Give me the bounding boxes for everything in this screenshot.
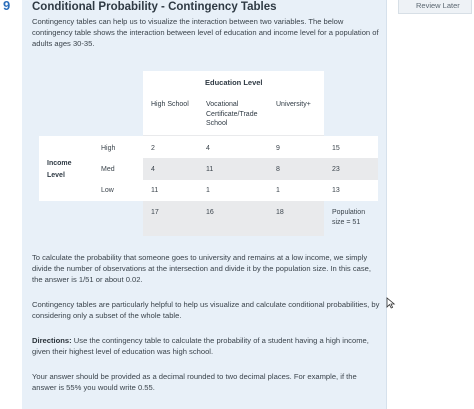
- row-label-high: High: [101, 145, 116, 152]
- review-later-button[interactable]: [398, 0, 472, 14]
- row-total: 23: [332, 166, 340, 173]
- intro-text: Contingency tables can help us to visualize the interaction between two variables. The below contingency table shows the interaction between level of education and income level for a population of adults ages 30-35.: [32, 17, 379, 48]
- col-header-university: University+: [276, 101, 311, 108]
- row-label-low: Low: [101, 187, 114, 194]
- totals-row-shade: [143, 201, 324, 236]
- directions-label: Directions:: [32, 336, 72, 345]
- table-cell: 1: [276, 187, 280, 194]
- income-level-heading: Income Level: [47, 160, 72, 179]
- column-total: 16: [206, 209, 214, 216]
- table-cell: 11: [151, 187, 159, 194]
- directions-body: Use the contingency table to calculate the probability of a student having a high income, given their highest level of education was high school.: [32, 336, 369, 356]
- directions-text: [32, 335, 380, 357]
- row-total: 15: [332, 145, 340, 152]
- table-cell: 4: [151, 166, 155, 173]
- row-med-shade: [143, 158, 378, 180]
- question-number: 9: [3, 0, 11, 13]
- column-total: 18: [276, 209, 284, 216]
- question-title: Conditional Probability - Contingency Tables: [32, 1, 277, 13]
- row-label-med: Med: [101, 166, 115, 173]
- col-header-high-school: High School: [151, 101, 189, 108]
- table-cell: 4: [206, 145, 210, 152]
- col-header-vocational: Vocational Certificate/Trade School: [206, 101, 258, 127]
- explanation-text: To calculate the probability that someone goes to university and remains at a low income, we simply divide the number of observations at the intersection and divide it by the population size. In this case, the answer is 1/51 or about 0.02.: [32, 253, 371, 284]
- mouse-pointer-icon: [386, 297, 396, 309]
- helpful-text: Contingency tables are particularly helpful to help us visualize and calculate conditional probabilities, by considering only a subset of the whole table.: [32, 300, 380, 320]
- education-level-heading: Education Level: [205, 78, 263, 87]
- population-size: Population size = 51: [332, 209, 366, 226]
- row-total: 13: [332, 187, 340, 194]
- table-cell: 8: [276, 166, 280, 173]
- question-rail: [0, 0, 22, 409]
- table-cell: 9: [276, 145, 280, 152]
- table-cell: 2: [151, 145, 155, 152]
- answer-format-text: Your answer should be provided as a decimal rounded to two decimal places. For example, if the answer is 55% you would write 0.55.: [32, 372, 357, 392]
- table-cell: 11: [206, 166, 214, 173]
- column-total: 17: [151, 209, 159, 216]
- review-later-label: Review Later: [416, 1, 460, 10]
- table-cell: 1: [206, 187, 210, 194]
